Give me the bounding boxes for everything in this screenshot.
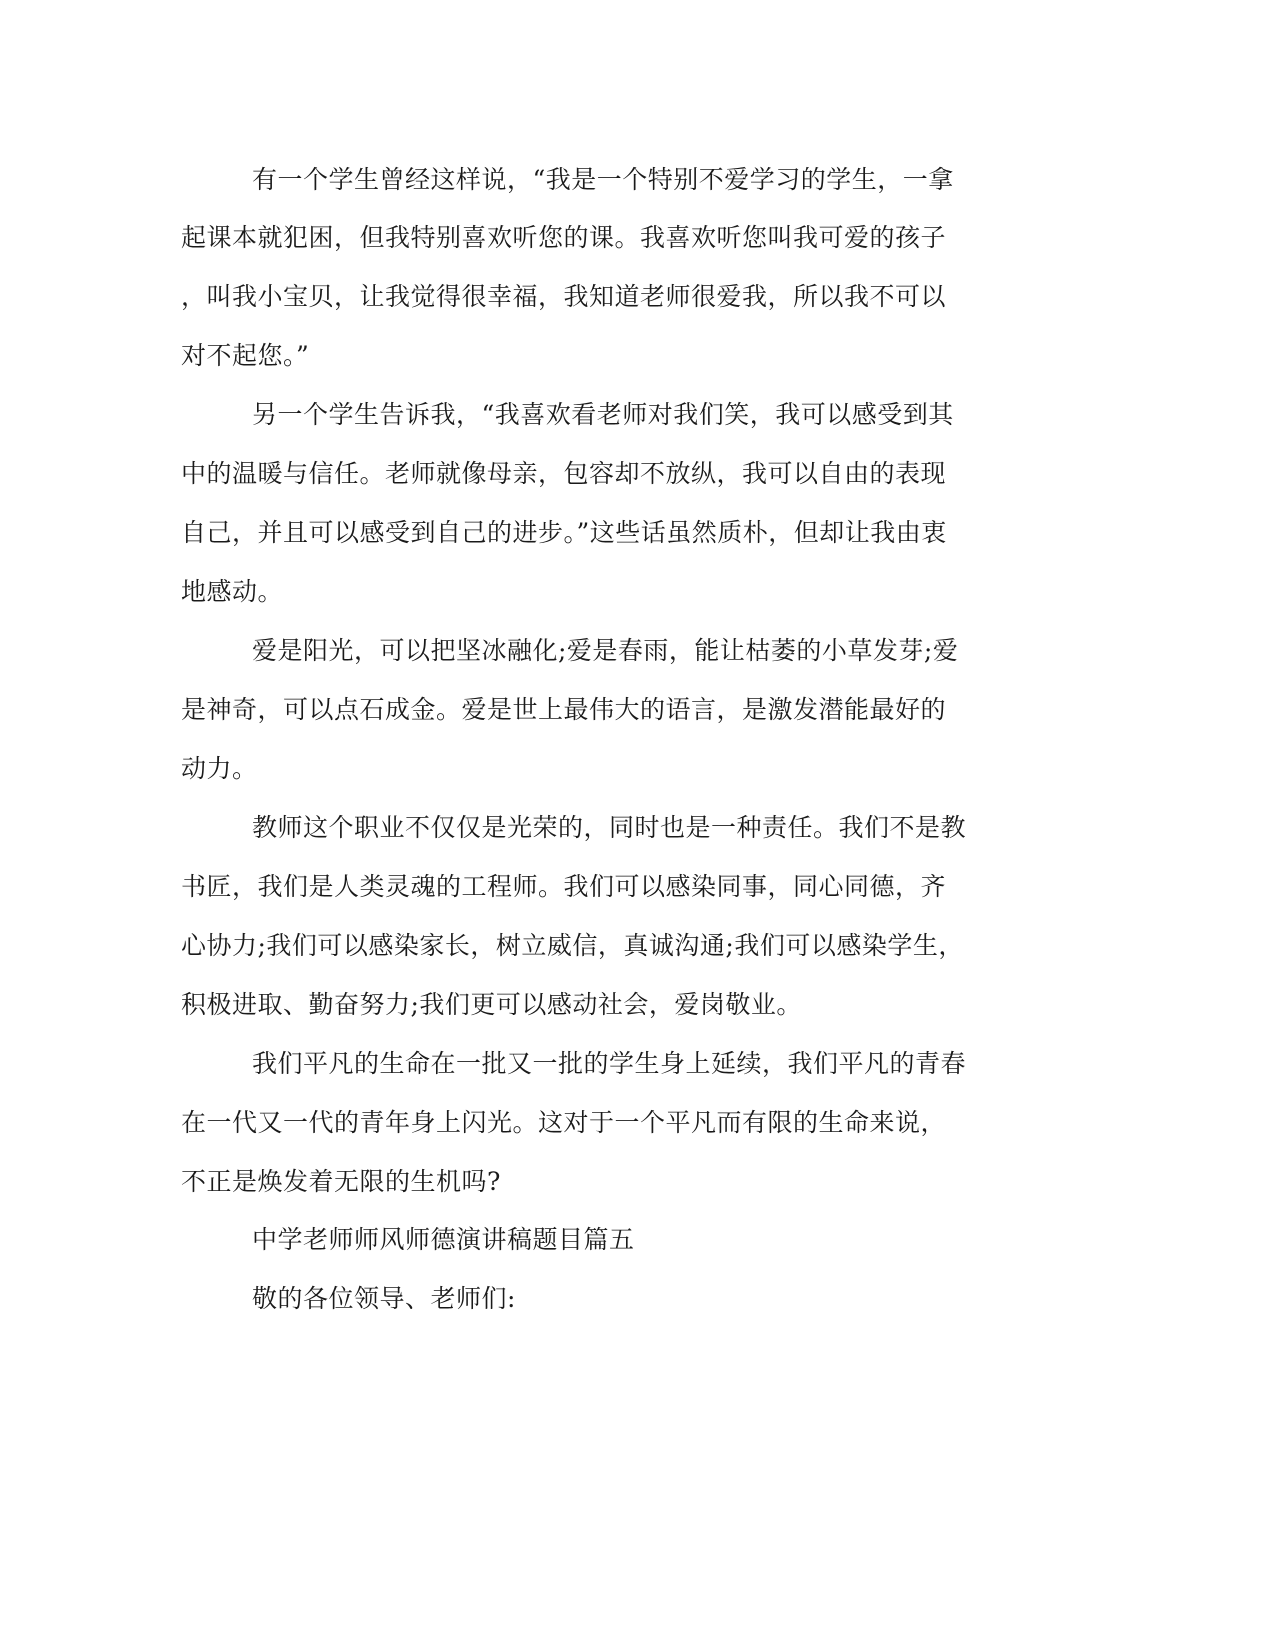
text-line: 我们平凡的生命在一批又一批的学生身上延续，我们平凡的青春 — [252, 1049, 967, 1078]
text-line: ，叫我小宝贝，让我觉得很幸福，我知道老师很爱我，所以我不可以 — [181, 282, 947, 311]
text-line: 爱是阳光，可以把坚冰融化;爱是春雨，能让枯萎的小草发芽;爱 — [252, 636, 959, 665]
text-line: 另一个学生告诉我，“我喜欢看老师对我们笑，我可以感受到其 — [252, 400, 954, 429]
text-line: 有一个学生曾经这样说，“我是一个特别不爱学习的学生，一拿 — [252, 165, 954, 194]
text-line: 心协力;我们可以感染家长，树立威信，真诚沟通;我们可以感染学生， — [181, 931, 964, 960]
text-line: 对不起您。” — [181, 341, 310, 370]
section-title: 中学老师师风师德演讲稿题目篇五 — [252, 1225, 635, 1254]
text-line: 书匠，我们是人类灵魂的工程师。我们可以感染同事，同心同德，齐 — [181, 872, 947, 901]
text-line: 地感动。 — [181, 577, 284, 606]
text-line: 中的温暖与信任。老师就像母亲，包容却不放纵，我可以自由的表现 — [181, 459, 947, 488]
text-line: 自己，并且可以感受到自己的进步。”这些话虽然质朴，但却让我由衷 — [181, 518, 947, 547]
text-line: 不正是焕发着无限的生机吗? — [181, 1167, 501, 1196]
salutation: 敬的各位领导、老师们: — [252, 1284, 516, 1313]
text-line: 积极进取、勤奋努力;我们更可以感动社会，爱岗敬业。 — [181, 990, 802, 1019]
text-line: 是神奇，可以点石成金。爱是世上最伟大的语言，是激发潜能最好的 — [181, 695, 947, 724]
text-line: 动力。 — [181, 754, 258, 783]
text-line: 起课本就犯困，但我特别喜欢听您的课。我喜欢听您叫我可爱的孩子 — [181, 223, 947, 252]
text-line: 在一代又一代的青年身上闪光。这对于一个平凡而有限的生命来说， — [181, 1108, 947, 1137]
text-line: 教师这个职业不仅仅是光荣的，同时也是一种责任。我们不是教 — [252, 813, 967, 842]
